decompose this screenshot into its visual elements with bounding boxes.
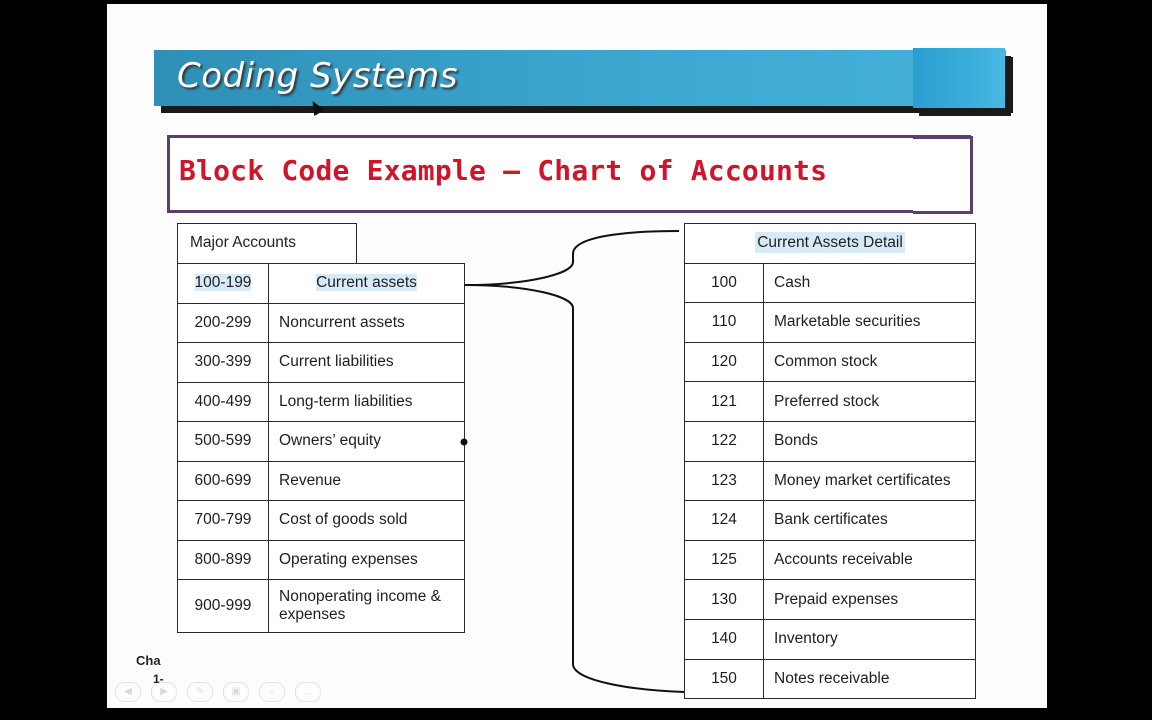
account-name: Current liabilities <box>269 343 465 383</box>
account-name: Owners’ equity <box>269 422 465 462</box>
bracket-connector <box>107 4 1047 708</box>
forward-icon[interactable]: ▶ <box>151 682 177 702</box>
highlighted-name: Current assets <box>316 274 417 292</box>
player-toolbar <box>115 682 321 702</box>
detail-name: Marketable securities <box>764 303 976 343</box>
detail-name: Inventory <box>764 619 976 659</box>
detail-code: 123 <box>685 461 764 501</box>
detail-code: 110 <box>685 303 764 343</box>
account-code: 500-599 <box>178 422 269 462</box>
detail-code: 150 <box>685 659 764 699</box>
more-icon[interactable]: … <box>295 682 321 702</box>
detail-name: Prepaid expenses <box>764 580 976 620</box>
detail-name: Accounts receivable <box>764 540 976 580</box>
slide-subtitle: Block Code Example – Chart of Accounts <box>179 154 828 187</box>
detail-code: 100 <box>685 263 764 303</box>
account-code: 400-499 <box>178 382 269 422</box>
detail-name: Common stock <box>764 342 976 382</box>
detail-code: 122 <box>685 421 764 461</box>
account-name: Revenue <box>269 461 465 501</box>
account-name: Operating expenses <box>269 540 465 580</box>
detail-name: Money market certificates <box>764 461 976 501</box>
current-assets-detail-header: Current Assets Detail <box>757 234 903 252</box>
highlighted-code: 100-199 <box>194 274 252 292</box>
account-code: 900-999 <box>178 580 269 633</box>
detail-code: 125 <box>685 540 764 580</box>
detail-code: 124 <box>685 501 764 541</box>
detail-name: Notes receivable <box>764 659 976 699</box>
pen-icon[interactable]: ✎ <box>187 682 213 702</box>
major-accounts-header: Major Accounts <box>177 223 357 263</box>
detail-name: Bank certificates <box>764 501 976 541</box>
account-code: 200-299 <box>178 303 269 343</box>
account-name: Cost of goods sold <box>269 501 465 541</box>
detail-code: 121 <box>685 382 764 422</box>
account-code: 600-699 <box>178 461 269 501</box>
detail-name: Bonds <box>764 421 976 461</box>
account-name: Noncurrent assets <box>269 303 465 343</box>
account-name: Long-term liabilities <box>269 382 465 422</box>
slide <box>107 4 1047 708</box>
detail-code: 140 <box>685 619 764 659</box>
back-icon[interactable]: ◀ <box>115 682 141 702</box>
account-code: 700-799 <box>178 501 269 541</box>
slide-title: Coding Systems <box>177 56 459 96</box>
footer-page: 1- <box>153 672 164 686</box>
detail-code: 130 <box>685 580 764 620</box>
account-code: 800-899 <box>178 540 269 580</box>
zoom-icon[interactable]: ⌕ <box>259 682 285 702</box>
detail-name: Cash <box>764 263 976 303</box>
footer-chapter: Cha <box>136 653 161 668</box>
detail-name: Preferred stock <box>764 382 976 422</box>
account-name: Nonoperating income & expenses <box>269 580 465 633</box>
detail-code: 120 <box>685 342 764 382</box>
slides-icon[interactable]: ▣ <box>223 682 249 702</box>
account-code: 300-399 <box>178 343 269 383</box>
